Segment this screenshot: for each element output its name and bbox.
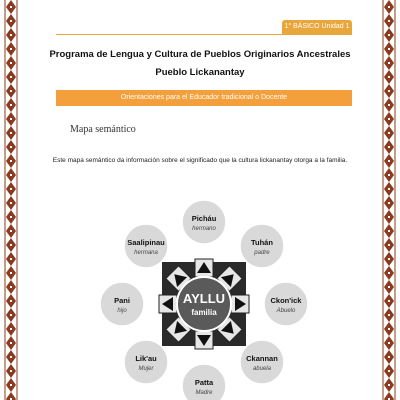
map-node	[264, 282, 308, 326]
node-translation: abuela	[252, 365, 271, 372]
node-word: Pani	[114, 296, 130, 305]
orientation-banner: Orientaciones para el Educador tradicional o Docente	[56, 90, 352, 106]
map-node	[182, 200, 226, 244]
node-translation: Abuelo	[276, 308, 296, 314]
arrow-tile	[159, 295, 177, 313]
arrow-tile	[195, 259, 213, 277]
node-translation: hermano	[192, 226, 216, 232]
map-node	[240, 340, 284, 384]
page-subtitle: Pueblo Lickanantay	[155, 67, 245, 78]
arrow-tile	[195, 331, 213, 349]
node-word: Patta	[194, 378, 214, 387]
map-node	[124, 340, 168, 384]
arrow-tile	[231, 295, 249, 313]
map-node	[124, 224, 168, 268]
node-translation: Mujer	[138, 365, 154, 372]
node-word: Ckon'ick	[270, 296, 302, 305]
map-node	[100, 282, 144, 326]
map-node	[182, 364, 226, 400]
node-translation: Madre	[195, 390, 213, 396]
page-title: Programa de Lengua y Cultura de Pueblos Originarios Ancestrales	[49, 49, 351, 60]
section-heading: Mapa semántico	[70, 124, 136, 135]
node-translation: hijo	[117, 308, 127, 314]
node-word: Picháu	[191, 214, 217, 223]
center-word: AYLLU	[182, 291, 226, 306]
node-word: Ckannan	[246, 353, 278, 363]
node-word: Lik'au	[135, 353, 157, 363]
center-translation: familia	[191, 308, 217, 317]
map-node	[240, 224, 284, 268]
node-translation: padre	[254, 250, 270, 257]
section-intro: Este mapa semántico da información sobre el significado que la cultura lickanantay otorga a la familia.	[52, 157, 348, 164]
node-word: Saalipinau	[127, 238, 165, 248]
unit-tab: 1° BÁSICO Unidad 1	[282, 20, 352, 34]
node-translation: hermana	[134, 250, 158, 257]
node-word: Tuhán	[251, 238, 273, 248]
